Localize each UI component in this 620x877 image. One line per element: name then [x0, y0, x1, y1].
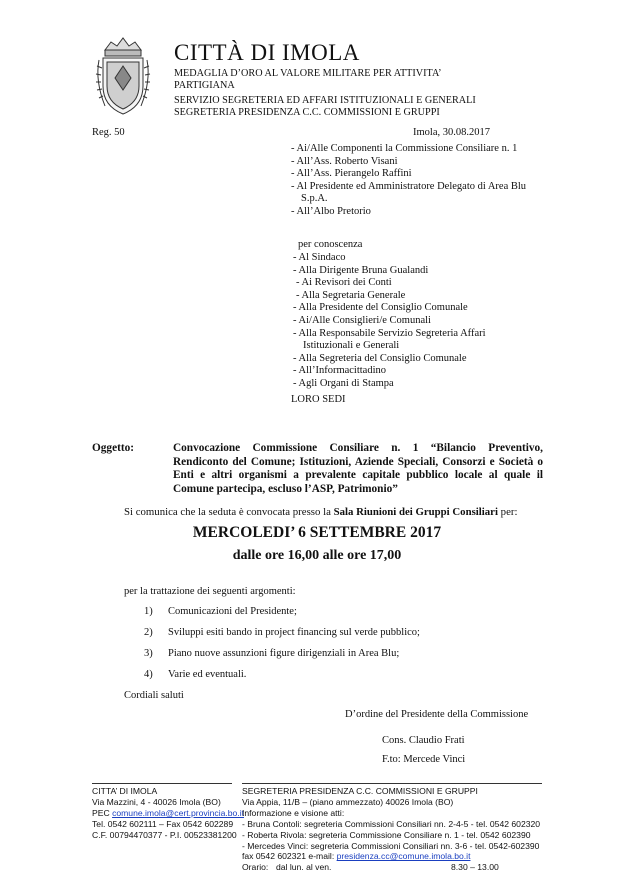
- cc-item: - All’Informacittadino: [293, 365, 387, 377]
- signature-order: D’ordine del Presidente della Commissione: [345, 709, 529, 720]
- city-title: CITTÀ DI IMOLA: [174, 40, 360, 65]
- footer-contact: - Bruna Contoli: segreteria Commissioni Consiliari nn. 2-4-5 - tel. 0542 602320: [242, 818, 541, 829]
- greeting: Cordiali saluti: [124, 690, 184, 701]
- footer-divider-right: [242, 783, 542, 784]
- recipient-item: - All’Ass. Roberto Visani: [291, 155, 398, 167]
- hours-day: dal lun. al ven.: [276, 862, 332, 872]
- topic-number: 3): [144, 648, 153, 659]
- place-date: Imola, 30.08.2017: [413, 127, 490, 138]
- intro-line: [124, 506, 517, 519]
- footer-left-tel: Tel. 0542 602111 – Fax 0542 602289: [92, 818, 234, 829]
- hours-time: 8.30 – 13.00: [451, 862, 499, 872]
- medal-line-1: MEDAGLIA D’ORO AL VALORE MILITARE PER ATTIVITA’: [174, 68, 442, 79]
- city-crest-logo: [93, 36, 153, 118]
- cc-closing: LORO SEDI: [291, 394, 346, 405]
- cc-item: - Alla Segretaria Generale: [296, 289, 406, 301]
- footer-pec-line: [92, 808, 244, 819]
- meeting-time: dalle ore 16,00 alle ore 17,00: [232, 548, 402, 563]
- hours-label: Orario:: [242, 862, 269, 872]
- topic-text: Sviluppi esiti bando in project financing sul verde pubblico;: [168, 627, 420, 638]
- footer-fax-email: [242, 851, 540, 862]
- meeting-date: MERCOLEDI’ 6 SETTEMBRE 2017: [192, 524, 442, 541]
- topic-number: 4): [144, 669, 153, 680]
- recipient-item: - Al Presidente ed Amministratore Delegato di Area Blu: [291, 180, 527, 192]
- pec-link[interactable]: comune.imola@cert.provincia.bo.it: [112, 807, 245, 818]
- cc-item: Istituzionali e Generali: [303, 340, 400, 352]
- footer-left: [92, 786, 244, 841]
- topic-text: Comunicazioni del Presidente;: [168, 606, 297, 617]
- oggetto-label: Oggetto:: [92, 442, 135, 454]
- footer-divider-left: [92, 783, 232, 784]
- pec-label: PEC: [92, 807, 113, 818]
- email-link[interactable]: presidenza.cc@comune.imola.bo.it: [336, 851, 471, 862]
- footer-contact: - Mercedes Vinci: segreteria Commissioni Consiliari nn. 3-6 - tel. 0542-602390: [242, 840, 540, 851]
- medal-line-2: PARTIGIANA: [174, 80, 235, 91]
- footer-right-title: SEGRETERIA PRESIDENZA C.C. COMMISSIONI E GRUPPI: [242, 786, 478, 796]
- recipients-list: [291, 143, 526, 219]
- intro-pre: Si comunica che la seduta è convocata presso la: [124, 506, 334, 518]
- cc-item: - Alla Responsabile Servizio Segreteria Affari: [293, 327, 486, 339]
- topic-number: 2): [144, 627, 153, 638]
- service-line-1: SERVIZIO SEGRETERIA ED AFFARI ISTITUZIONALI E GENERALI: [174, 95, 476, 106]
- topic-text: Varie ed eventuali.: [168, 669, 247, 680]
- footer-info: Informazione e visione atti:: [242, 807, 345, 818]
- recipient-item: - All’Ass. Pierangelo Raffini: [291, 168, 412, 180]
- signature-signed: F.to: Mercede Vinci: [382, 754, 466, 765]
- service-line-2: SEGRETERIA PRESIDENZA C.C. COMMISSIONI E GRUPPI: [174, 107, 440, 118]
- cc-item: - Al Sindaco: [293, 252, 346, 263]
- cc-list: [293, 252, 486, 391]
- signature-name: Cons. Claudio Frati: [382, 735, 465, 746]
- recipient-item: S.p.A.: [301, 193, 328, 205]
- footer-right-address: Via Appia, 11/B – (piano ammezzato) 40026 Imola (BO): [242, 796, 454, 807]
- topics-intro: per la trattazione dei seguenti argomenti:: [124, 586, 296, 597]
- cc-item: - Ai/Alle Consiglieri/e Comunali: [293, 314, 431, 326]
- reg-number: Reg. 50: [92, 127, 125, 138]
- footer-left-title: CITTA’ DI IMOLA: [92, 786, 158, 796]
- cc-heading: per conoscenza: [298, 239, 363, 250]
- recipient-item: - Ai/Alle Componenti la Commissione Consiliare n. 1: [291, 143, 518, 154]
- recipient-item: - All’Albo Pretorio: [291, 205, 371, 217]
- footer-left-address: Via Mazzini, 4 - 40026 Imola (BO): [92, 796, 221, 807]
- oggetto-text: Convocazione Commissione Consiliare n. 1 “Bilancio Preventivo, Rendiconto del Comune; Istituzioni, Aziende Speciali, Consorzi e Società o Enti e altri organismi a prevalente capitale pubblico locale al quale il Comune partecipa, escluso l’ASP, Patrimonio”: [173, 442, 543, 495]
- footer-right: [242, 786, 540, 862]
- cc-item: - Ai Revisori dei Conti: [296, 277, 392, 289]
- cc-item: - Alla Dirigente Bruna Gualandi: [293, 264, 429, 276]
- footer-contact: - Roberta Rivola: segreteria Commissione Consiliare n. 1 - tel. 0542 602390: [242, 829, 531, 840]
- cc-item: - Agli Organi di Stampa: [293, 377, 394, 389]
- footer-left-cf: C.F. 00794470377 - P.I. 00523381200: [92, 829, 237, 840]
- cc-item: - Alla Segreteria del Consiglio Comunale: [293, 352, 467, 364]
- intro-location: Sala Riunioni dei Gruppi Consiliari: [333, 506, 498, 518]
- cc-item: - Alla Presidente del Consiglio Comunale: [293, 302, 468, 314]
- fax-label: fax 0542 602321 e-mail:: [242, 851, 337, 862]
- topic-number: 1): [144, 606, 153, 617]
- topic-text: Piano nuove assunzioni figure dirigenziali in Area Blu;: [168, 648, 400, 659]
- intro-post: per:: [497, 506, 518, 518]
